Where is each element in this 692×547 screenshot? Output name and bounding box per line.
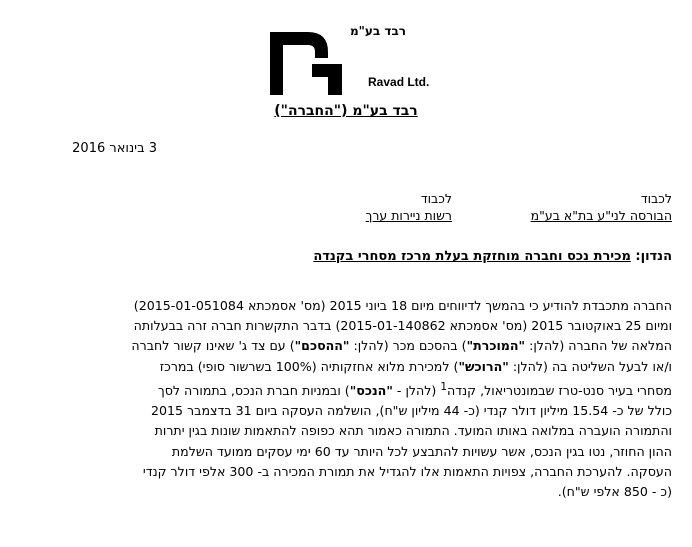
body-line: (כ - 850 אלפי ש"ח). [557, 484, 672, 500]
body-line: המלאה של החברה (להלן: "המוכרת") בהסכם מכר (להלן: "ההסכם") עם צד ג' שאינו קשור לחברה [131, 338, 672, 354]
document-title: רבד בע"מ ("החברה") [274, 103, 418, 119]
recipient-name: הבורסה לני"ע בת"א בע"מ [530, 208, 672, 223]
recipient-salutation: לכבוד [420, 191, 452, 206]
body-line: מסחרי בעיר סנט-טרז שבמונטריאול, קנדה$^1$ (להלן - "הנכס") ובמניות חברת הנכס, בתמורה לסך [157, 380, 672, 398]
recipient-salutation: לכבוד [640, 191, 672, 206]
body-line: ו/או לבעל השליטה בה (להלן: "הרוכש") למכירת מלוא אחזקותיה (100% בשרשור סופי) במרכז [159, 358, 672, 374]
body-line: ומיום 25 באוקטובר 2015 (מס' אסמכתא 2015-01-140862) בדבר התקשרות חברה זרה בבעלותה [133, 318, 672, 334]
body-paragraph [15, 296, 672, 502]
logo-hebrew-name: רבד בע"מ [350, 24, 407, 38]
logo-english-name: Ravad Ltd. [368, 75, 430, 89]
body-line: כולל של כ- 15.54 מיליון דולר קנדי (כ- 44 מיליון ש"ח), הושלמה העסקה ביום 31 בדצמבר 2015 [150, 403, 672, 419]
defined-term-agreement: "ההסכם" [294, 338, 350, 354]
body-line: החברה מתכבדת להודיע כי בהמשך לדיווחים מיום 18 ביוני 2015 (מס' אסמכתא 2015-01-051084) [133, 298, 672, 313]
subject-line [313, 249, 672, 264]
document-date: 3 בינואר 2016 [72, 141, 157, 156]
recipient-isa [366, 190, 452, 224]
body-line: והתמורה הועברה במלואה באותו המועד. התמורה כאמור תהא כפופה להתאמות שונות בגין יתרות [154, 423, 672, 439]
recipient-name: רשות ניירות ערך [365, 208, 452, 223]
subject-label: הנדון: [635, 249, 672, 264]
body-line: העסקה. להערכת החברה, צפויות התאמות אלו להגדיל את תמורת המכירה ב- 300 אלפי דולר קנדי [142, 463, 672, 479]
defined-term-seller: "המוכרת" [466, 338, 526, 354]
recipient-tase [531, 190, 672, 224]
ravad-logo-mark [270, 20, 350, 95]
defined-term-buyer: "הרוכש" [458, 358, 509, 374]
footnote-marker: 1 [440, 380, 448, 393]
subject-text: מכירת נכס וחברה מוחזקת בעלת מרכז מסחרי בקנדה [313, 249, 631, 264]
company-logo [270, 20, 430, 95]
body-line: ההון החוזר, נטו בגין הנכס, אשר עשויות להתבצע לכל היותר עד 60 ימי עסקים ממועד השלמת [171, 443, 672, 459]
defined-term-asset: "הנכס" [349, 383, 393, 398]
